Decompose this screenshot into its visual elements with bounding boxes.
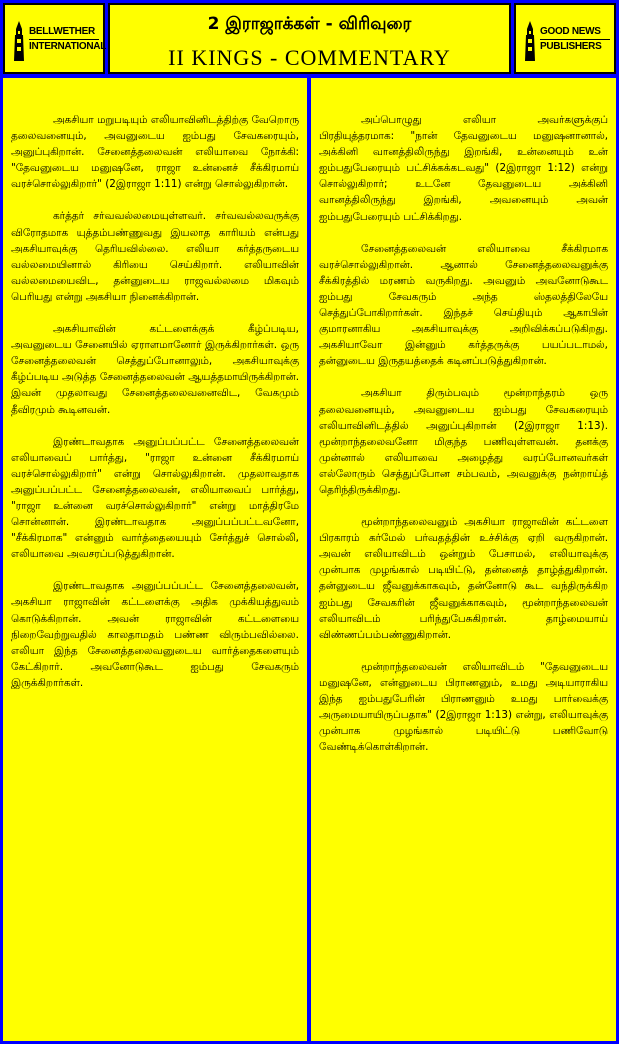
right-column [311,78,616,1041]
paragraph: அகசியாவின் கட்டளைக்குக் கீழ்ப்படிய, அவனுடைய சேனையில் ஏராளமானோர் இருக்கிறார்கள். ஒரு சேனைத்தலைவன் செத்துப்போனாலும், அகசியாவுக்கு கீழ்ப்படிய அடுத்த சேனைத்தலைவன் ஆயத்தமாயிருக்கிறான். இவன் முதலாவது சேனைத்தலைவனைவிட, வேகமும் தீவிரமும் கூடினவன். [11,323,299,416]
logo-left-line1: BELLWETHER [29,25,99,40]
good-news-logo [520,19,610,63]
paragraph: கர்த்தர் சர்வவல்லமையுள்ளவர். சர்வவல்லவருக்கு விரோதமாக யுத்தம்பண்ணுவது இயலாத காரியம் என்பது அகசியாவுக்கு தெரியவில்லை. எலியா கர்த்தருடைய வல்லமையினால் கிரியை செய்கிறார். எலியாவின் வல்லமையைவிட, தன்னுடைய ராஜவல்லமை மிகவும் பெரியது என்று அகசியா நினைக்கிறான். [11,210,299,303]
bellwether-logo [9,19,107,63]
good-news-logo-text [540,25,610,54]
paragraph: இரண்டாவதாக அனுப்பப்பட்ட சேனைத்தலைவன் எலியாவைப் பார்த்து, "ராஜா உன்னை சீக்கிரமாய் வரச்சொல்லுகிறார்" என்று சொல்லுகிறான். முதலாவதாக அனுப்பப்பட்ட சேனைத்தலைவன், எலியாவைப் பார்த்து, "ராஜா உன்னை வரச்சொல்லுகிறார்" என்று மாத்திரமே சொன்னான். இரண்டாவதாக அனுப்பப்பட்டவனோ, "சீக்கிரமாக" என்னும் வார்த்தையையும் சேர்த்துச் சொல்லி, எலியாவை அவசரப்படுத்துகிறான். [11,435,299,561]
title-box [108,3,511,74]
paragraph: அப்பொழுது எலியா அவர்களுக்குப் பிரதியுத்தரமாக: "நான் தேவனுடைய மனுஷனானால், அக்கினி வானத்திலிருந்து இறங்கி, உன்னையும் உன் ஐம்பதுபேரையும் பட்சிக்கக்கடவது" (2இராஜா 1:12) என்று சொல்லுகிறார்; உடனே தேவனுடைய அக்கினி வானத்திலிருந்து இறங்கி, அவனையும் அவன் ஐம்பதுபேரையும் பட்சிக்கிறது. [319,114,608,223]
paragraph: இரண்டாவதாக அனுப்பப்பட்ட சேனைத்தலைவன், அகசியா ராஜாவின் கட்டளைக்கு அதிக முக்கியத்துவம் கொடுக்கிறான். அவன் ராஜாவின் கட்டளையை நிறைவேற்றுவதில் காலதாமதம் பண்ண விரும்பவில்லை. எலியா இந்த சேனைத்தலைவனுடைய வார்த்தைகளையும் கேட்கிறார். அவனோடுகூட ஐம்பது சேவகரும் இருக்கிறார்கள். [11,580,299,689]
logo-left-line2: INTERNATIONAL [29,41,107,52]
bellwether-logo-box [3,3,105,74]
left-column [3,78,307,1041]
bell-tower-icon [522,21,538,61]
bellwether-logo-text [29,25,107,54]
paragraph: சேனைத்தலைவன் எலியாவை சீக்கிரமாக வரச்சொல்லுகிறான். ஆனால் சேனைத்தலைவனுக்கு சீக்கிரத்தில் மரணம் வருகிறது. அவனும் அவனோடுகூட ஐம்பது சேவகரும் அந்த ஸ்தலத்திலேயே செத்துப்போகிறார்கள். இந்தச் செய்தியும் ஆகாபின் குமாரனாகிய அகசியாவுக்கு அறிவிக்கப்படுகிறது. அகசியாவோ இன்னும் கர்த்தருக்கு பயப்படாமல், தன்னுடைய இருதயத்தைக் கடினப்படுத்துகிறான். [319,242,608,368]
page-title-tamil: 2 இராஜாக்கள் - விரிவுரை [207,14,412,34]
bell-tower-icon [11,21,27,61]
paragraph: மூன்றாந்தலைவனும் அகசியா ராஜாவின் கட்டளை பிரகாரம் கர்மேல் பர்வதத்தின் உச்சிக்கு ஏறி வருகிறான். அவன் எலியாவிடம் ஒன்றும் பேசாமல், எலியாவுக்கு முன்பாக முழங்கால் படியிட்டு, தன்னைத் தாழ்த்துகிறான். தன்னுடைய ஜீவனுக்காகவும், தன்னோடு கூட வந்திருக்கிற ஐம்பது சேவகரின் ஜீவனுக்காகவும், மூன்றாந்தலைவன் எலியாவிடம் பரிந்துபேசுகிறான். தாழ்மையாய் விண்ணப்பம்பண்ணுகிறான். [319,516,608,641]
logo-right-line1: GOOD NEWS [540,25,610,40]
good-news-logo-box [514,3,616,74]
paragraph: மூன்றாந்தலைவன் எலியாவிடம் "தேவனுடைய மனுஷனே, என்னுடைய பிராணனும், உமது அடியாராகிய இந்த ஐம்பதுபேரின் பிராணனும் உமது பார்வைக்கு அருமையாயிருப்பதாக" (2இராஜா 1:13) என்று, எலியாவுக்கு முன்பாக முழங்கால் படியிட்டு பணிவோடு வேண்டிக்கொள்கிறான். [319,660,608,754]
page-header [3,3,616,74]
paragraph: அகசியா திரும்பவும் மூன்றாந்தரம் ஒரு தலைவனையும், அவனுடைய ஐம்பது சேவகரையும் எலியாவினிடத்தில் அனுப்புகிறான் (2இராஜா 1:13). மூன்றாந்தலைவனோ மிகுந்த பணிவுள்ளவன். தனக்கு முன்னால் எலியாவை அழைத்து வரப்போனவர்கள் எல்லோரும் செத்துப்போன சம்பவம், அவனுக்கு நன்றாய்த் தெரிந்திருக்கிறது. [319,387,608,496]
page-title-english: II KINGS - COMMENTARY [168,45,451,70]
logo-right-line2: PUBLISHERS [540,41,602,52]
paragraph: அகசியா மறுபடியும் எலியாவினிடத்திற்கு வேறொரு தலைவனையும், அவனுடைய ஐம்பது சேவகரையும், அனுப்புகிறான். சேனைத்தலைவன் எலியாவை நோக்கி: "தேவனுடைய மனுஷனே, ராஜா உன்னைச் சீக்கிரமாய் வரச்சொல்லுகிறார்" (2இராஜா 1:11) என்று சொல்லுகிறான். [11,114,299,191]
